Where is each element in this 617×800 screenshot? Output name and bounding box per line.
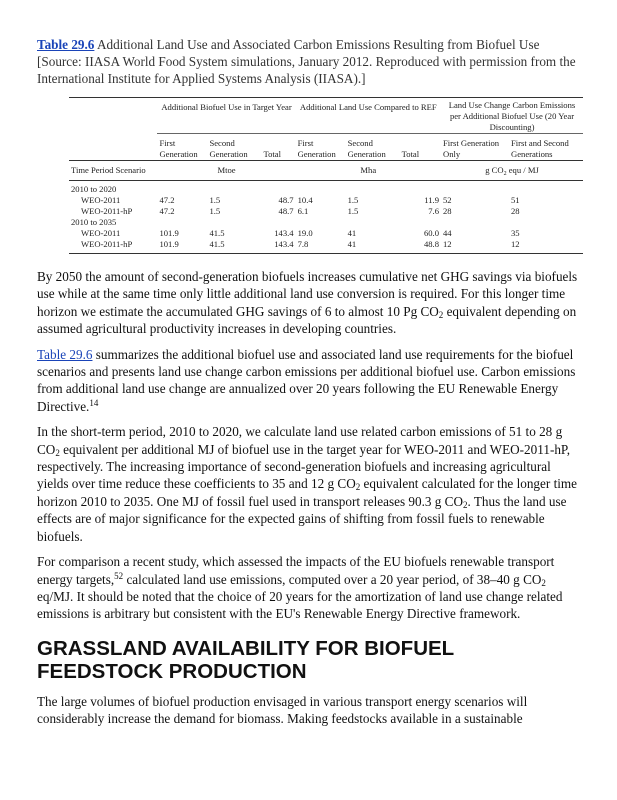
caption-text: Additional Land Use and Associated Carbon Emissions Resulting from Biofuel Use [Source: IIASA World Food System simulations, January 2012. Reproduced with permission from the International Institute for Applied Systems Analysis (IIASA).] [37,37,576,86]
table-link[interactable]: Table 29.6 [37,37,95,52]
table-caption [37,36,583,87]
paragraph-table-summary: Table 29.6 summarizes the additional biofuel use and associated land use requirements for the biofuel scenarios and presents land use change carbon emissions per additional biofuel use. Carbon emissions from additional land use change are annualized over 20 years following the EU Renewable Energy Directive.$^{14}$ [37,346,576,414]
footnote-ref[interactable]: 52 [114,570,124,581]
col-first-gen-only: First Generation Only [443,138,500,159]
col-total-land: Total [401,149,420,159]
document-page [37,36,583,736]
paragraph-ghg-savings: By 2050 the amount of second-generation biofuels increases cumulative net GHG savings via biofuels use while at the same time only little additional land use conversion is required. For this longer time horizon we estimate the accumulated GHG savings of 6 to almost 10 Pg $CO_2$ equivalent depending on assumed agricultural productivity increases in developing countries. [37,269,578,337]
group-header-land: Additional Land Use Compared to REF [296,98,441,134]
scenario-header: Time Period Scenario [71,165,146,175]
unit-carbon: g $CO_2$ equ / MJ [485,165,539,177]
col-total: Total [263,149,281,159]
paragraph-comparison: For comparison a recent study, which assessed the impacts of the EU biofuels renewable transport energy targets,$^{52}$ calculated land use emissions, computed over a 20 year period, of 38–40 g $CO_2$ eq/MJ. It should be noted that the choice of 20 years for the amortization of land use change related emissions is arbitrary but consistent with the EU's Renewable Energy Directive framework. [37,554,563,622]
group-header-carbon: Land Use Change Carbon Emissions per Additional Biofuel Use (20 Year Discounting) [441,98,583,134]
empty-cell [69,98,157,134]
table-link[interactable]: Table 29.6 [37,346,93,362]
section-heading: GRASSLAND AVAILABILITY FOR BIOFUEL FEEDSTOCK PRODUCTION [37,636,454,683]
table-row: WEO-2011 101.9 41.5 143.4 19.0 41 60.0 44 35 [81,228,520,238]
col-first-gen: First Generation [159,138,198,159]
unit-biofuel: Mtoe [217,165,236,175]
period-label: 2010 to 2020 [71,184,117,194]
data-table [69,97,583,254]
paragraph-short-term: In the short-term period, 2010 to 2020, we calculate land use related carbon emissions of 51 to 28 g $CO_2$ equivalent per additional MJ of biofuel use in the target year for WEO-2011 and WEO-2011-hP, respectively. The increasing importance of second-generation biofuels and increasing agricultural yields over time reduce these coefficients to 35 and 12 g $CO_2$ equivalent calculated for the longer time horizon 2010 to 2035. One MJ of fossil fuel used in transport releases 90.3 g $CO_2$. Thus the land use effects are of major significance for the expected gains of shifting from fossil fuels to renewable biofuels. [37,424,578,544]
group-header-biofuel: Additional Biofuel Use in Target Year [157,98,295,134]
table-row: WEO-2011 47.2 1.5 48.7 10.4 1.5 11.9 52 51 [81,195,520,205]
period-label: 2010 to 2035 [71,217,117,227]
table-row: WEO-2011-hP 101.9 41.5 143.4 7.8 41 48.8 12 12 [69,239,583,254]
table-figure [69,97,583,254]
col-second-gen-land: Second Generation [347,138,386,159]
col-first-and-second: First and Second Generations [511,138,569,159]
table-row: WEO-2011-hP 47.2 1.5 48.7 6.1 1.5 7.6 28 28 [81,206,520,216]
paragraph-grassland: The large volumes of biofuel production envisaged in various transport energy scenarios will considerably increase the demand for biomass. Making feedstocks available in a sustainable [37,693,528,727]
unit-land: Mha [360,165,377,175]
col-first-gen-land: First Generation [297,138,336,159]
col-second-gen: Second Generation [209,138,248,159]
footnote-ref[interactable]: 14 [89,397,99,408]
